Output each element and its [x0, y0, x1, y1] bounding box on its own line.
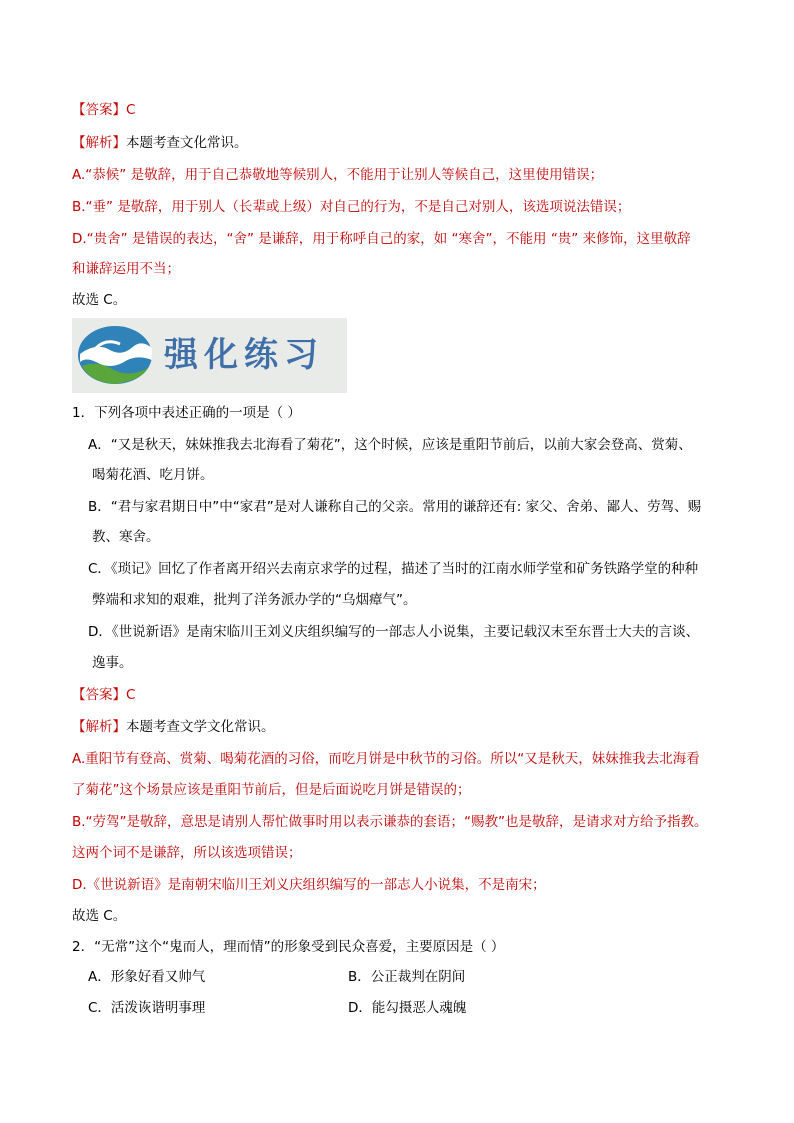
- analysis-line: [72, 134, 737, 152]
- q2-stem: 2．“无常”这个“鬼而人，理而情”的形象受到民众喜爱，主要原因是（ ）: [72, 939, 505, 955]
- q1-exp-b-line1: B.“劳驾”是敬辞，意思是请别人帮忙做事时用以表示谦恭的套语；“赐教”也是敬辞，是请求对方给予指教。: [72, 814, 708, 830]
- q1-analysis-intro: 本题考查文学文化常识。: [126, 719, 275, 735]
- wave-globe-icon: [76, 324, 154, 386]
- answer-tag: 【答案】: [72, 102, 126, 118]
- q1-option-a-line2: 喝菊花酒、吃月饼。: [92, 467, 214, 483]
- q2-option-c: C．活泼诙谐明事理: [88, 1000, 206, 1016]
- q1-option-d-line2: 逸事。: [92, 655, 133, 671]
- q1-option-c-line1: C．《琐记》回忆了作者离开绍兴去南京求学的过程，描述了当时的江南水师学堂和矿务铁路学堂的种种: [88, 561, 699, 577]
- analysis-item-d-line2: 和谦辞运用不当；: [72, 261, 180, 277]
- practice-banner: [72, 318, 347, 393]
- analysis-item-d-line1: D.“贵舍” 是错误的表达，“舍” 是谦辞，用于称呼自己的家，如 “寒舍”，不能用 “贵” 来修饰，这里敬辞: [72, 231, 691, 247]
- analysis-item-a: A.“恭候” 是敬辞，用于自己恭敬地等候别人，不能用于让别人等候自己，这里使用错误；: [72, 167, 604, 183]
- banner-title: 强化练习: [164, 335, 324, 375]
- q1-exp-a-line2: 了菊花”这个场景应该是重阳节前后，但是后面说吃月饼是错误的；: [72, 782, 471, 798]
- q1-answer-line: [72, 686, 737, 704]
- answer-value: C: [126, 102, 136, 118]
- q1-option-a-line1: A．“又是秋天，妹妹推我去北海看了菊花”，这个时候，应该是重阳节前后，以前大家会登高、赏菊、: [88, 437, 692, 453]
- q1-stem: 1．下列各项中表述正确的一项是（ ）: [72, 405, 301, 421]
- analysis-intro: 本题考查文化常识。: [126, 135, 248, 151]
- q1-option-b-line1: B．“君与家君期日中”中“家君”是对人谦称自己的父亲。常用的谦辞还有: 家父、舍弟、鄙人、劳驾、赐: [88, 499, 702, 515]
- conclusion: 故选 C。: [72, 292, 127, 308]
- q2-option-d: D．能勾摄恶人魂魄: [348, 1000, 467, 1016]
- q1-exp-b-line2: 这两个词不是谦辞，所以该选项错误；: [72, 845, 302, 861]
- q1-option-d-line1: D．《世说新语》是南宋临川王刘义庆组织编写的一部志人小说集，主要记载汉末至东晋士大夫的言谈、: [88, 624, 700, 640]
- analysis-item-b: B.“垂” 是敬辞，用于别人（长辈或上级）对自己的行为，不是自己对别人，该选项说法错误；: [72, 199, 631, 215]
- q1-answer-tag: 【答案】: [72, 687, 126, 703]
- q1-conclusion: 故选 C。: [72, 908, 127, 924]
- q1-exp-a-line1: A.重阳节有登高、赏菊、喝菊花酒的习俗，而吃月饼是中秋节的习俗。所以“又是秋天，妹妹推我去北海看: [72, 751, 700, 767]
- q2-option-b: B．公正裁判在阴间: [348, 969, 466, 985]
- q1-exp-d: D.《世说新语》是南朝宋临川王刘义庆组织编写的一部志人小说集，不是南宋；: [72, 877, 546, 893]
- q1-option-c-line2: 弊端和求知的艰难，批判了洋务派办学的“乌烟瘴气”。: [92, 592, 417, 608]
- q2-option-a: A．形象好看又帅气: [88, 969, 206, 985]
- answer-line: [72, 101, 737, 119]
- q1-analysis-tag: 【解析】: [72, 719, 126, 735]
- q1-analysis-line: [72, 718, 737, 736]
- analysis-tag: 【解析】: [72, 135, 126, 151]
- q1-answer-value: C: [126, 687, 136, 703]
- q1-option-b-line2: 教、寒舍。: [92, 529, 160, 545]
